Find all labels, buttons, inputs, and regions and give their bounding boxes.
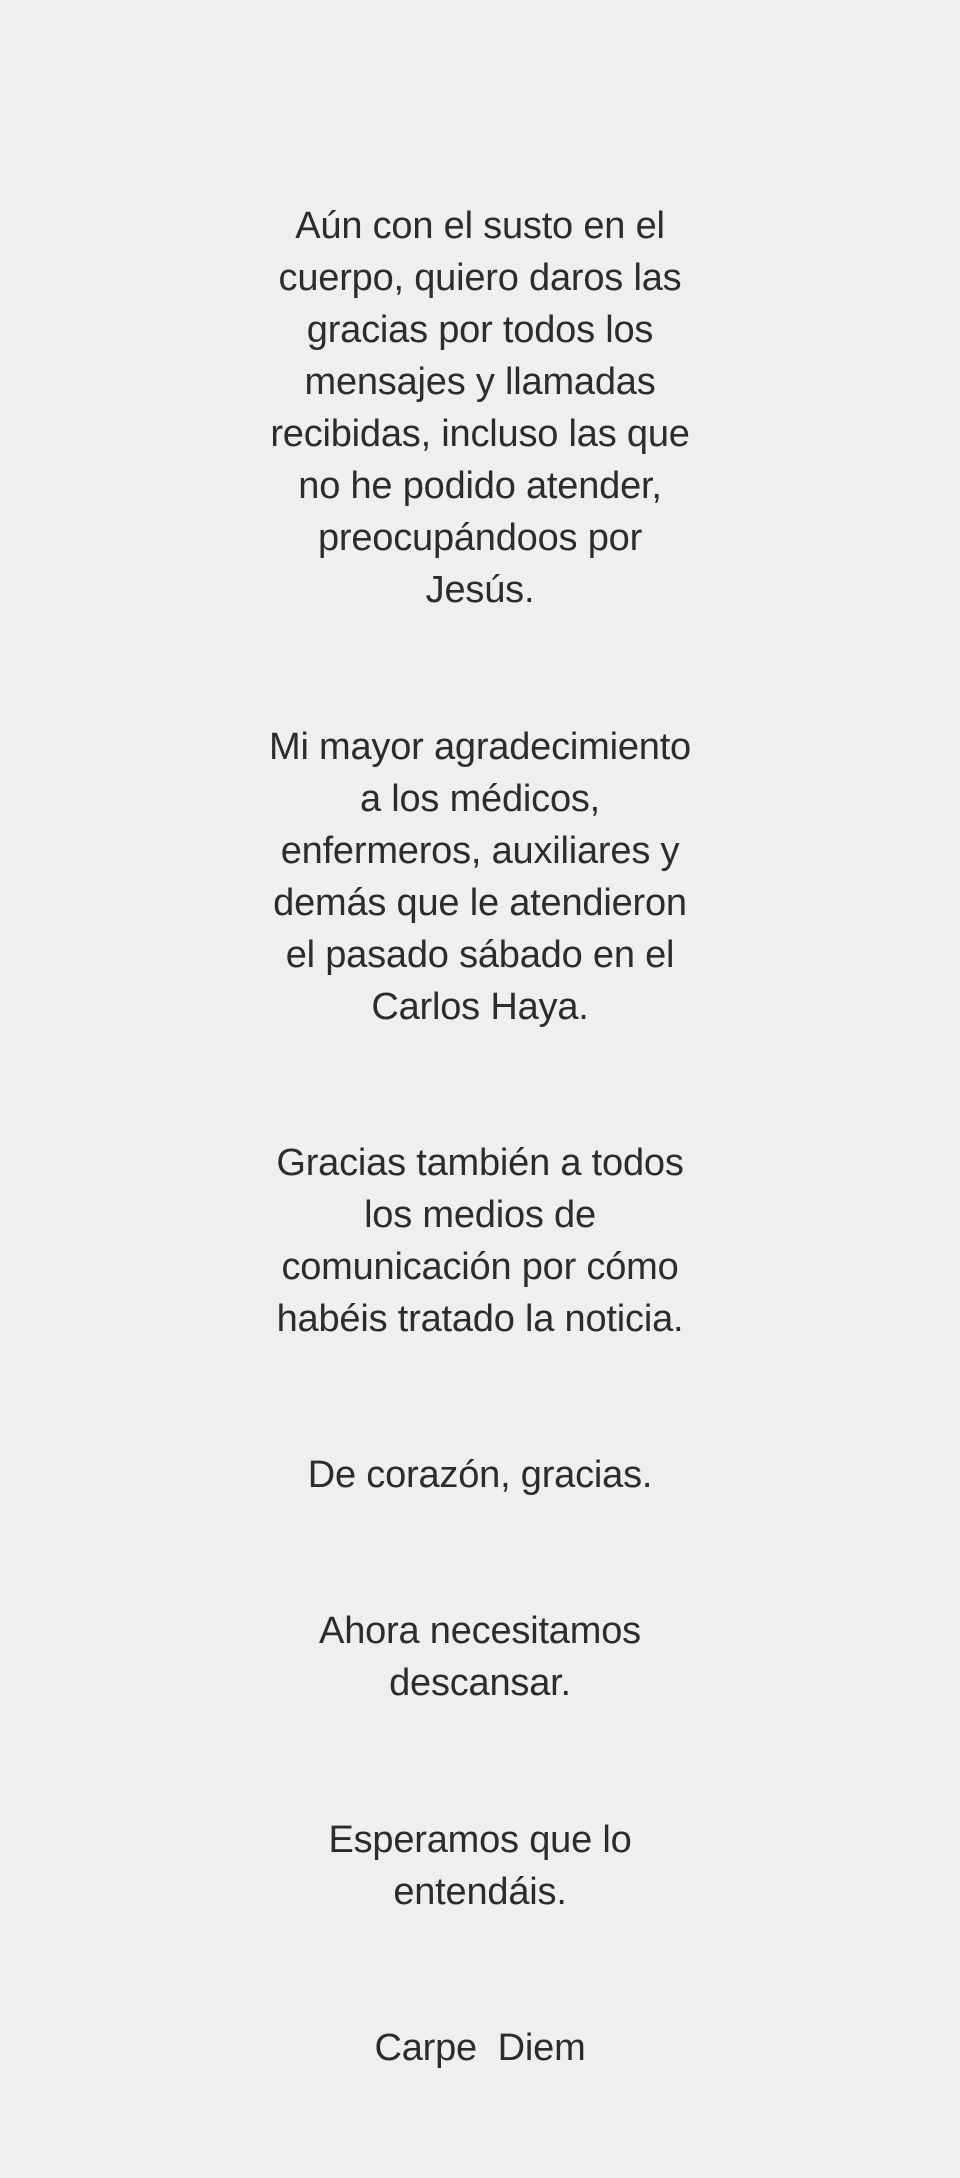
- story-paragraph-6: Esperamos que lo entendáis.: [328, 1818, 642, 1913]
- story-paragraph-5: Ahora necesitamos descansar.: [319, 1610, 652, 1705]
- story-text-block: [265, 0, 702, 2178]
- story-paragraph-3: Gracias también a todos los medios de comunicación por cómo habéis tratado la noticia.: [276, 1141, 694, 1341]
- story-paragraph-4: De corazón, gracias.: [307, 1454, 653, 1497]
- story-paragraph-1: Aún con el susto en el cuerpo, quiero daros las gracias por todos los mensajes y llamadas recibidas, incluso las que no he podido atender, preocupándoos por Jesús.: [270, 205, 701, 612]
- story-paragraph-2: Mi mayor agradecimiento a los médicos, enfermeros, auxiliares y demás que le atendieron el pasado sábado en el Carlos Haya.: [268, 725, 702, 1028]
- story-signature: Carpe Diem: [374, 2026, 586, 2069]
